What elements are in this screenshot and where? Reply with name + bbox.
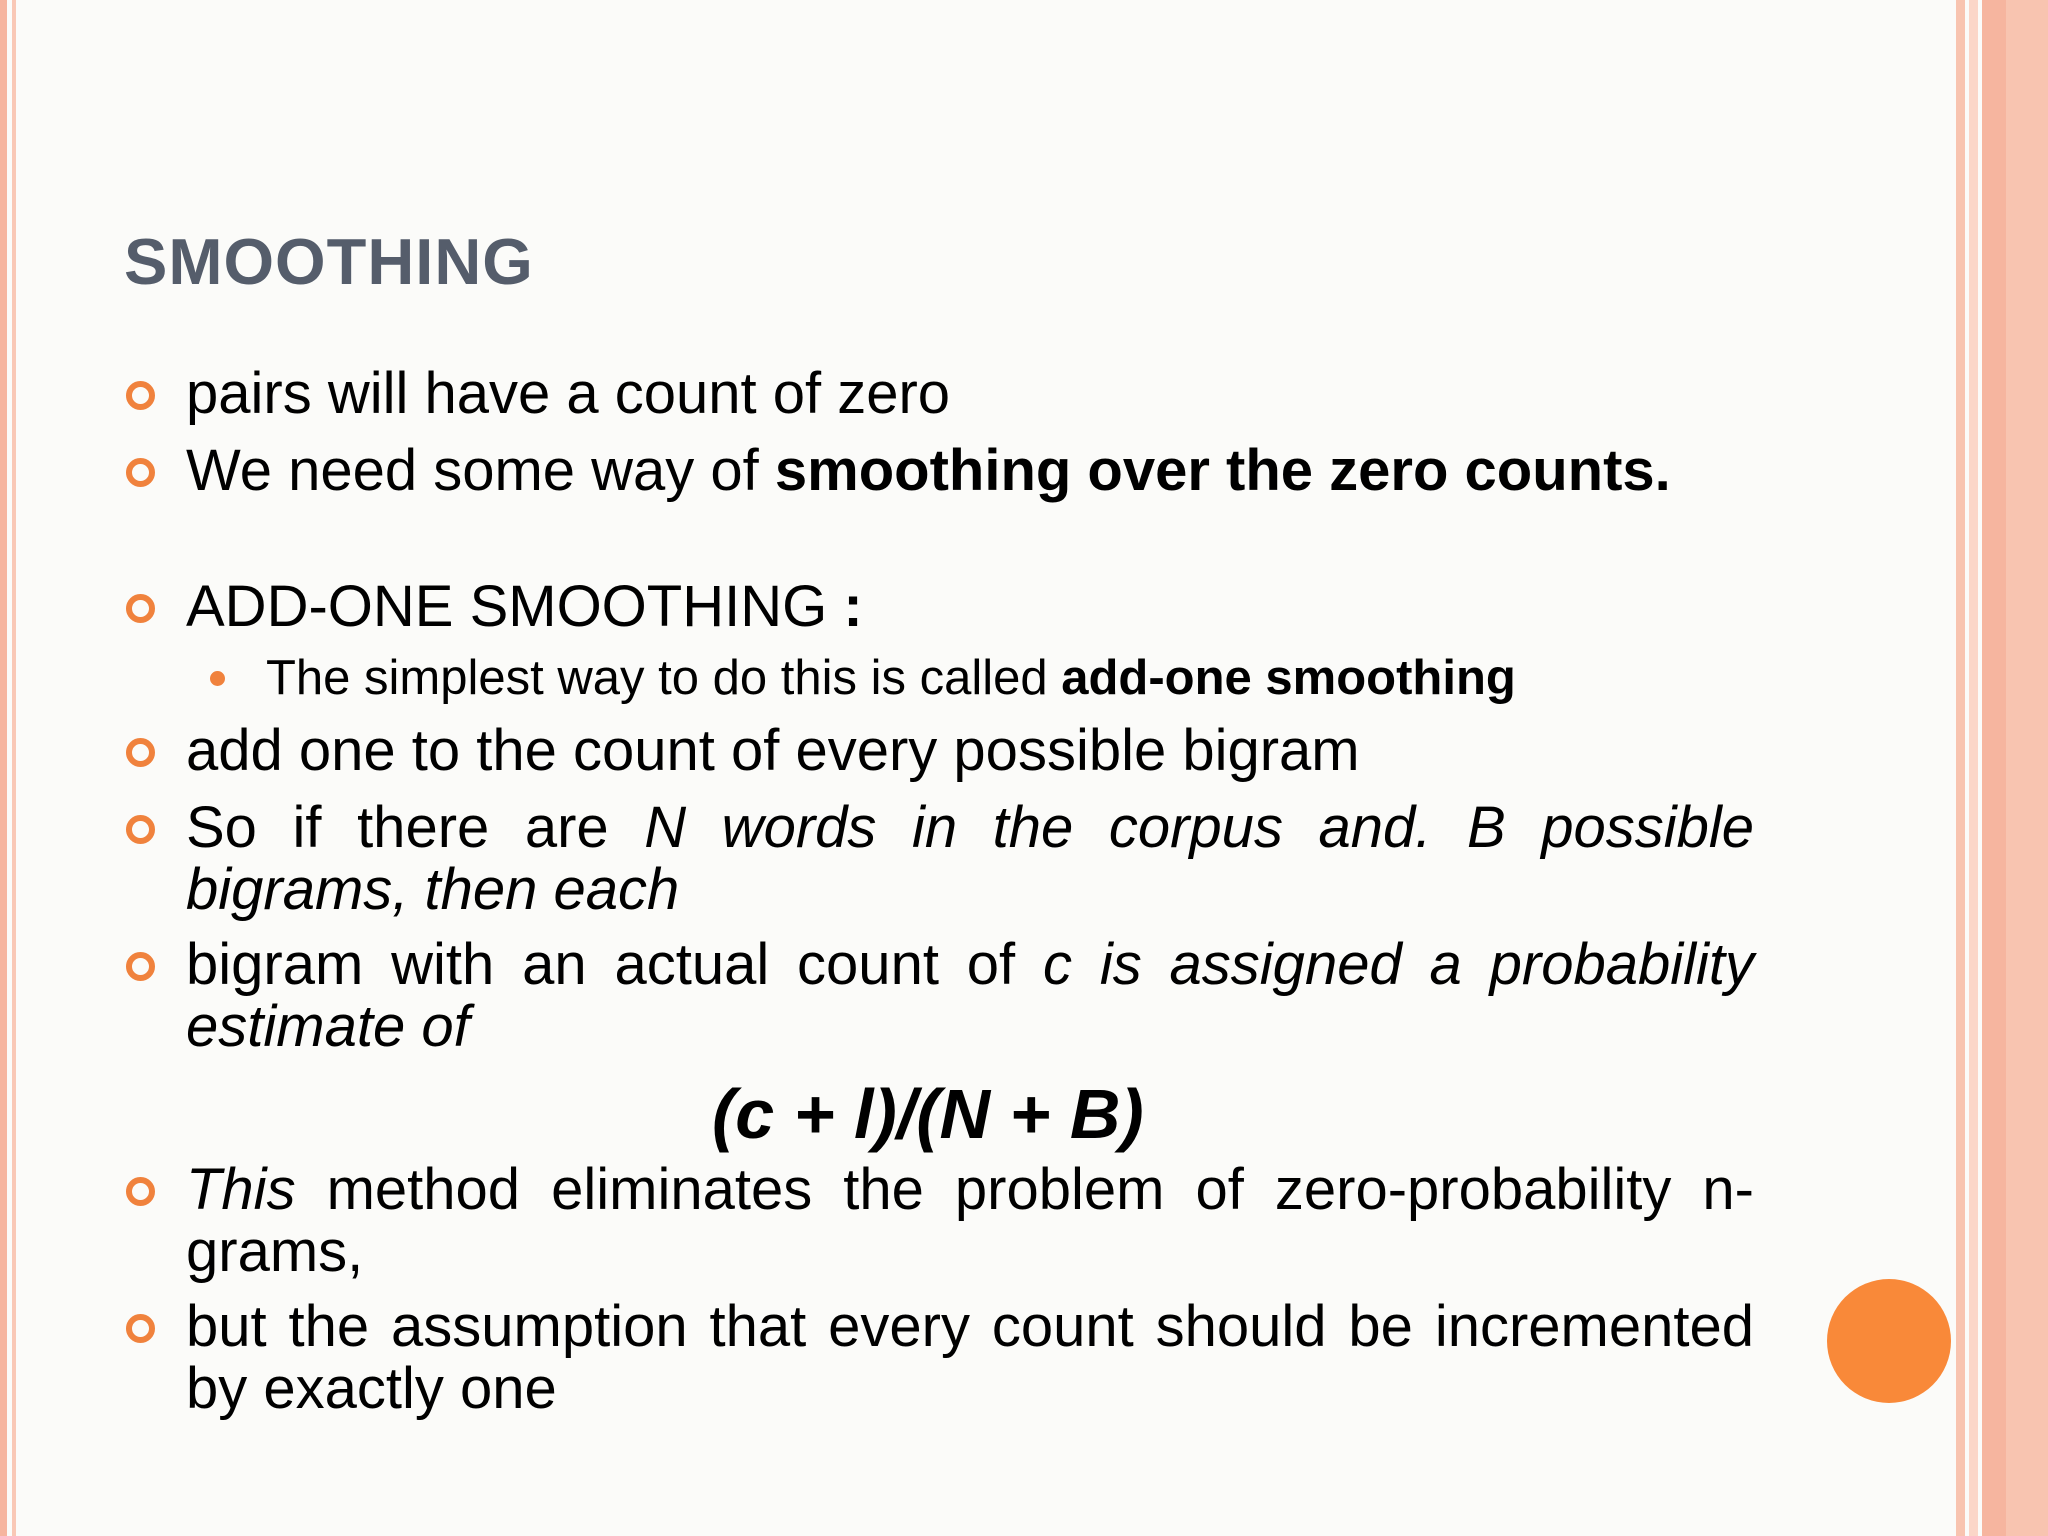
right-border-stripe-c bbox=[1982, 0, 2006, 1536]
bullet-text: ADD-ONE SMOOTHING bbox=[186, 574, 844, 639]
bullet-text: method eliminates the problem of zero-probability n-grams, bbox=[186, 1157, 1754, 1284]
bullet-text: but the assumption that every count should be incremented by exactly one bbox=[186, 1294, 1754, 1421]
slide-title: SMOOTHING bbox=[124, 225, 534, 298]
bullet-2 bbox=[186, 440, 1754, 502]
bullet-text: We need some way of bbox=[186, 438, 775, 503]
bullet-text: add one to the count of every possible bigram bbox=[186, 718, 1360, 783]
ring-bullet-icon bbox=[126, 1177, 155, 1206]
ring-bullet-icon bbox=[126, 381, 155, 410]
bullet-text: So if there are bbox=[186, 795, 645, 860]
bullet-bold-text: : bbox=[843, 574, 863, 639]
bullet-bold-text: smoothing over the zero counts. bbox=[774, 438, 1671, 503]
decorative-orange-circle bbox=[1827, 1279, 1951, 1403]
ring-bullet-icon bbox=[126, 594, 155, 623]
sub-bullet-1 bbox=[266, 650, 1754, 706]
bullet-italic-text: N words in the corpus and. B possible bigrams, then each bbox=[186, 795, 1755, 922]
bullet-7 bbox=[186, 1159, 1754, 1283]
ring-bullet-icon bbox=[126, 815, 155, 844]
bullet-text: pairs will have a count of zero bbox=[186, 361, 951, 426]
left-border-stripe-inner bbox=[12, 0, 16, 1536]
bullet-4 bbox=[186, 720, 1754, 782]
ring-bullet-icon bbox=[126, 738, 155, 767]
right-border-stripe-b bbox=[1969, 0, 1978, 1536]
right-border-stripe-d bbox=[2006, 0, 2048, 1536]
bullet-8 bbox=[186, 1296, 1754, 1420]
sub-bullet-bold-text: add-one smoothing bbox=[1061, 651, 1516, 705]
ring-bullet-icon bbox=[126, 952, 155, 981]
formula: (c + l)/(N + B) bbox=[712, 1075, 1144, 1153]
bullet-3 bbox=[186, 576, 1754, 638]
right-border-stripe-a bbox=[1956, 0, 1965, 1536]
ring-bullet-icon bbox=[126, 458, 155, 487]
bullet-italic-text: This bbox=[186, 1157, 296, 1222]
bullet-text: bigram with an actual count of bbox=[186, 932, 1043, 997]
sub-bullet-text: The simplest way to do this is called bbox=[266, 651, 1062, 705]
left-border-stripe bbox=[0, 0, 7, 1536]
ring-bullet-icon bbox=[126, 1314, 155, 1343]
dot-bullet-icon bbox=[210, 671, 225, 686]
bullet-1 bbox=[186, 363, 1754, 425]
bullet-italic-text: c is assigned a probability estimate of bbox=[186, 932, 1755, 1059]
bullet-5 bbox=[186, 797, 1754, 921]
bullet-6 bbox=[186, 934, 1754, 1058]
